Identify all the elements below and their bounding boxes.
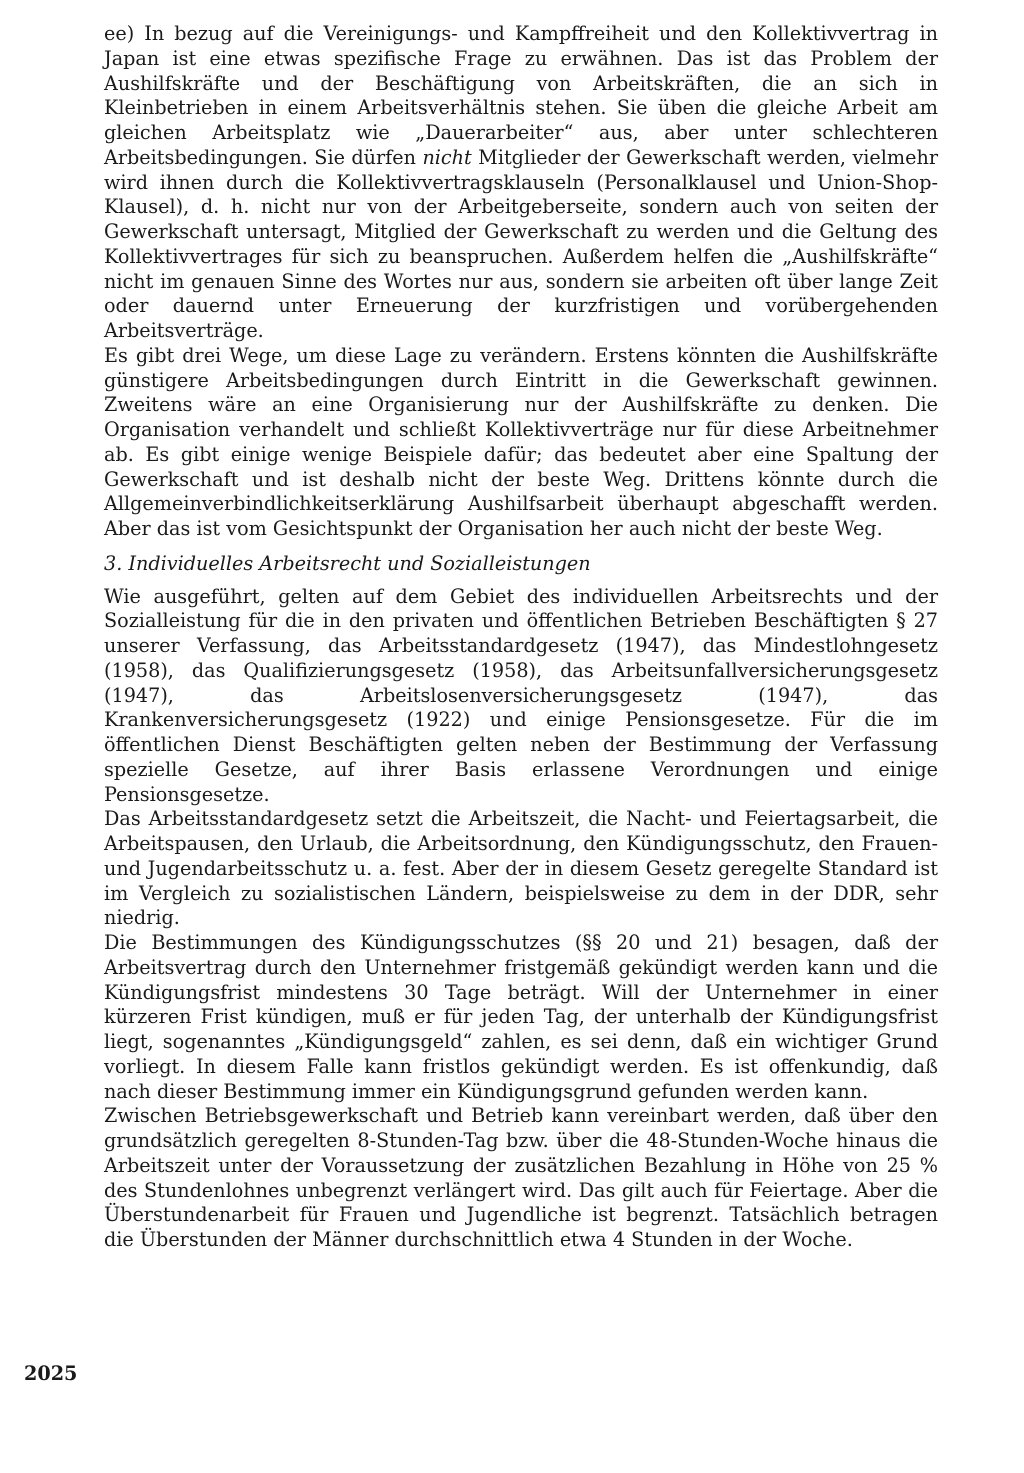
paragraph-ueberstunden: Zwischen Betriebsgewerkschaft und Betrieb kann vereinbart werden, daß über den grundsätzlich geregelten 8-Stunden-Tag bzw. über die 48-Stunden-Woche hinaus die Arbeitszeit unter der Voraussetzung der zusätzlichen Bezahlung in Höhe von 25 % des Stundenlohnes unbegrenzt verlängert wird. Das gilt auch für Feiertage. Aber die Überstundenarbeit für Frauen und Jugendliche ist begrenzt. Tatsächlich betragen die Überstunden der Männer durchschnittlich etwa 4 Stunden in der Woche. xyxy=(104,1104,938,1251)
page-body xyxy=(104,22,938,1253)
paragraph-individuelles-arbeitsrecht: Wie ausgeführt, gelten auf dem Gebiet des individuellen Arbeitsrechts und der Sozialleistung für die in den privaten und öffentlichen Betrieben Beschäftigten § 27 unserer Verfassung, das Arbeitsstandardgesetz (1947), das Mindestlohngesetz (1958), das Qualifizierungsgesetz (1958), das Arbeitsunfallversicherungsgesetz (1947), das Arbeitslosenversicherungsgesetz (1947), das Krankenversicherungsgesetz (1922) und einige Pensionsgesetze. Für die im öffentlichen Dienst Beschäftigten gelten neben der Bestimmung der Verfassung spezielle Gesetze, auf ihrer Basis erlassene Verordnungen und einige Pensionsgesetze. xyxy=(104,584,938,806)
paragraph-text: ee) In bezug auf die Vereinigungs- und Kampffreiheit und den Kollektivvertrag in Japan ist eine etwas spezifische Frage zu erwähnen. Das ist das Problem der Aushilfskräfte und der Beschäftigung von Arbeitskräften, die an sich in Kleinbetrieben in einem Arbeitsverhältnis stehen. Sie üben die gleiche Arbeit am gleichen Arbeitsplatz wie „Dauerarbeiter“ aus, aber unter schlechteren Arbeitsbedingungen. Sie dürfen xyxy=(104,22,938,169)
paragraph-drei-wege: Es gibt drei Wege, um diese Lage zu verändern. Erstens könnten die Aushilfskräfte günstigere Arbeitsbedingungen durch Eintritt in die Gewerkschaft gewinnen. Zweitens wäre an eine Organisierung nur der Aushilfskräfte zu denken. Die Organisation verhandelt und schließt Kollektivverträge nur für diese Arbeitnehmer ab. Es gibt einige wenige Beispiele dafür; das bedeutet aber eine Spaltung der Gewerkschaft und ist deshalb nicht der beste Weg. Drittens könnte durch die Allgemeinverbindlichkeitserklärung Aushilfsarbeit überhaupt abgeschafft werden. Aber das ist vom Gesichtspunkt der Organisation her auch nicht der beste Weg. xyxy=(104,343,938,540)
paragraph-text: Mitglieder der Gewerkschaft werden, vielmehr wird ihnen durch die Kollektivvertragsklauseln (Personalklausel und Union-Shop-Klausel), d. h. nicht nur von der Arbeitgeberseite, sondern auch von seiten der Gewerkschaft untersagt, Mitglied der Gewerkschaft zu werden und die Geltung des Kollektivvertrages für sich zu beanspruchen. Außerdem helfen die „Aushilfskräfte“ nicht im genauen Sinne des Wortes nur aus, sondern sie arbeiten oft über lange Zeit oder dauernd unter Erneuerung der kurzfristigen und vorübergehenden Arbeitsverträge. xyxy=(104,145,938,342)
paragraph-kuendigungsschutz: Die Bestimmungen des Kündigungsschutzes (§§ 20 und 21) besagen, daß der Arbeitsvertrag durch den Unternehmer fristgemäß gekündigt werden kann und die Kündigungsfrist mindestens 30 Tage beträgt. Will der Unternehmer in einer kürzeren Frist kündigen, muß er für jeden Tag, der unterhalb der Kündigungsfrist liegt, sogenanntes „Kündigungsgeld“ zahlen, es sei denn, daß ein wichtiger Grund vorliegt. In diesem Falle kann fristlos gekündigt werden. Es ist offenkundig, daß nach dieser Bestimmung immer ein Kündigungsgrund gefunden werden kann. xyxy=(104,931,938,1103)
paragraph-aushilfskraefte xyxy=(104,22,938,344)
page-number: 2025 xyxy=(24,1362,78,1385)
paragraph-arbeitsstandardgesetz: Das Arbeitsstandardgesetz setzt die Arbeitszeit, die Nacht- und Feiertagsarbeit, die Arbeitspausen, den Urlaub, die Arbeitsordnung, den Kündigungsschutz, den Frauen- und Jugendarbeitsschutz u. a. fest. Aber der in diesem Gesetz geregelte Standard ist im Vergleich zu sozialistischen Ländern, beispielsweise zu dem in der DDR, sehr niedrig. xyxy=(104,807,938,930)
section-heading: 3. Individuelles Arbeitsrecht und Sozialleistungen xyxy=(104,551,591,575)
emphasis-nicht: nicht xyxy=(422,145,472,169)
